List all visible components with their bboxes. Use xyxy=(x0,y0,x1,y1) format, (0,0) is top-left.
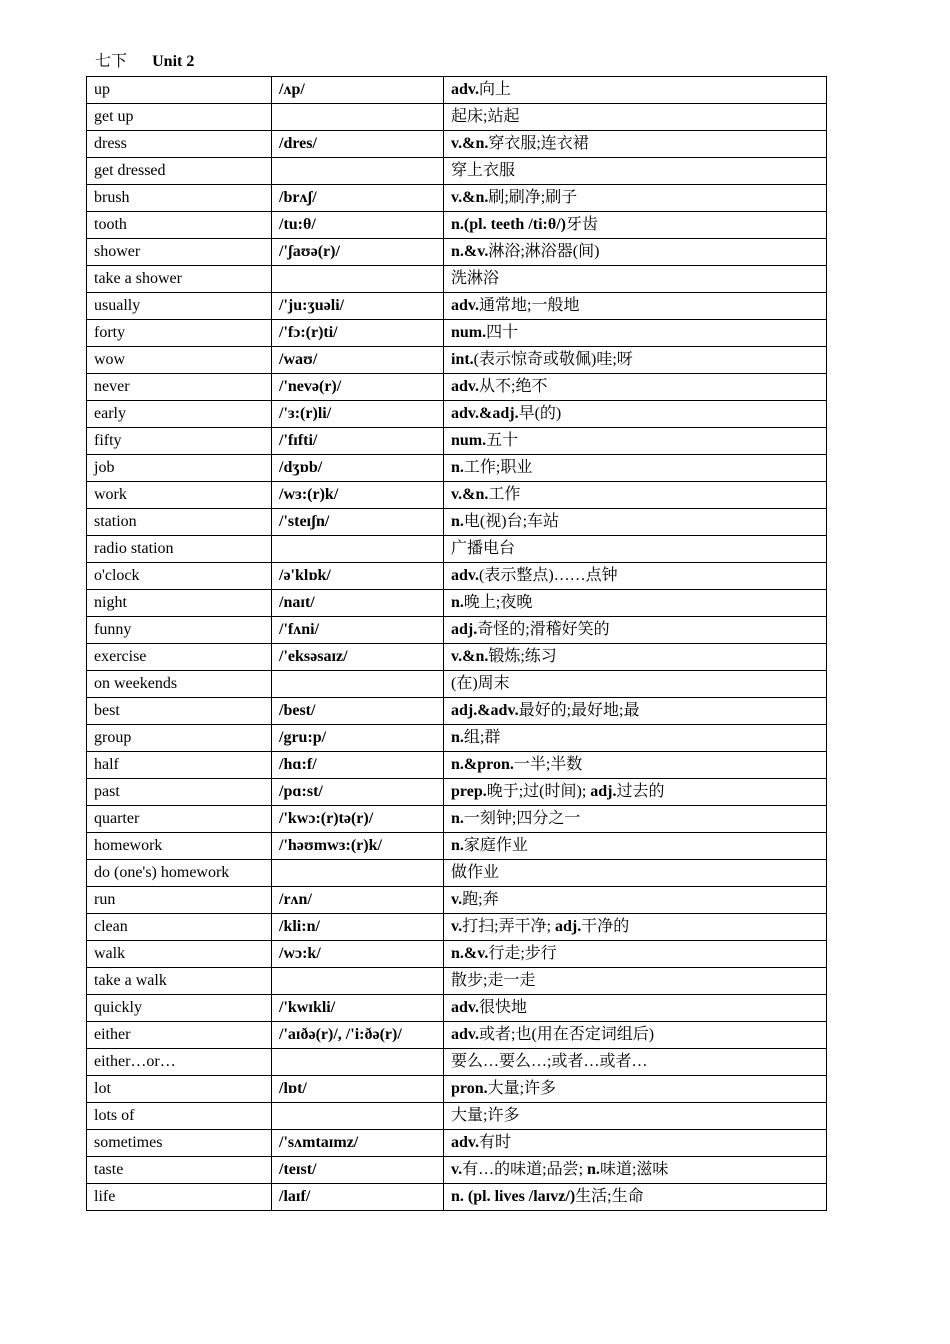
meaning-cell xyxy=(444,401,827,428)
phonetic-cell: /ʌp/ xyxy=(272,77,444,104)
meaning-cell xyxy=(444,1157,827,1184)
part-of-speech: adv. xyxy=(451,81,480,98)
table-row xyxy=(87,293,827,320)
word-cell: life xyxy=(87,1184,272,1211)
meaning-text: (表示惊奇或敬佩)哇;呀 xyxy=(473,351,633,368)
meaning-cell xyxy=(444,752,827,779)
phonetic-cell: /gru:p/ xyxy=(272,725,444,752)
word-cell: tooth xyxy=(87,212,272,239)
part-of-speech: adv. xyxy=(451,1134,480,1151)
table-row xyxy=(87,77,827,104)
meaning-cell xyxy=(444,1022,827,1049)
table-row xyxy=(87,1184,827,1211)
table-row xyxy=(87,536,827,563)
meaning-cell xyxy=(444,455,827,482)
meaning-text: 跑;奔 xyxy=(462,891,499,908)
phonetic-cell: /rʌn/ xyxy=(272,887,444,914)
meaning-text: 淋浴;淋浴器(间) xyxy=(488,243,600,260)
meaning-cell xyxy=(444,266,827,293)
word-cell: early xyxy=(87,401,272,428)
phonetic-cell xyxy=(272,266,444,293)
word-cell: do (one's) homework xyxy=(87,860,272,887)
phonetic-cell: /tu:θ/ xyxy=(272,212,444,239)
table-row xyxy=(87,779,827,806)
phonetic-cell: /'ʃaʊə(r)/ xyxy=(272,239,444,266)
word-cell: job xyxy=(87,455,272,482)
part-of-speech: n.&v. xyxy=(451,243,489,260)
meaning-text: 干净的 xyxy=(581,918,630,935)
phonetic-cell: /hɑ:f/ xyxy=(272,752,444,779)
word-cell: past xyxy=(87,779,272,806)
part-of-speech: n. xyxy=(451,513,464,530)
grade-label: 七下 xyxy=(95,51,128,70)
meaning-text: 向上 xyxy=(479,81,512,98)
table-row xyxy=(87,806,827,833)
meaning-text: 或者;也(用在否定词组后) xyxy=(479,1026,655,1043)
meaning-cell xyxy=(444,536,827,563)
phonetic-cell: /'kwɪkli/ xyxy=(272,995,444,1022)
part-of-speech: adv. xyxy=(451,999,480,1016)
meaning-text: 大量;许多 xyxy=(487,1080,557,1097)
word-cell: quarter xyxy=(87,806,272,833)
word-cell: station xyxy=(87,509,272,536)
meaning-cell xyxy=(444,995,827,1022)
meaning-cell xyxy=(444,968,827,995)
meaning-text: 奇怪的;滑稽好笑的 xyxy=(477,621,610,638)
meaning-text: 很快地 xyxy=(479,999,528,1016)
phonetic-cell: /best/ xyxy=(272,698,444,725)
meaning-cell xyxy=(444,617,827,644)
phonetic-cell: /lɒt/ xyxy=(272,1076,444,1103)
word-cell: up xyxy=(87,77,272,104)
table-row xyxy=(87,617,827,644)
part-of-speech: n. xyxy=(451,729,464,746)
meaning-text: 要么…要么…;或者…或者… xyxy=(451,1053,648,1070)
meaning-cell xyxy=(444,1130,827,1157)
meaning-cell xyxy=(444,212,827,239)
phonetic-cell: /waʊ/ xyxy=(272,347,444,374)
word-cell: run xyxy=(87,887,272,914)
meaning-cell xyxy=(444,698,827,725)
part-of-speech: v.&n. xyxy=(451,486,489,503)
phonetic-cell: /'həʊmwɜ:(r)k/ xyxy=(272,833,444,860)
phonetic-cell: /brʌʃ/ xyxy=(272,185,444,212)
meaning-cell xyxy=(444,131,827,158)
part-of-speech: adj. xyxy=(590,783,617,800)
phonetic-cell: /dʒɒb/ xyxy=(272,455,444,482)
table-row xyxy=(87,563,827,590)
phonetic-cell: /wɔ:k/ xyxy=(272,941,444,968)
meaning-text: 有…的味道;品尝; xyxy=(462,1161,588,1178)
meaning-text: 早(的) xyxy=(518,405,562,422)
meaning-text: 工作 xyxy=(488,486,521,503)
phonetic-cell: /'fɪfti/ xyxy=(272,428,444,455)
phonetic-cell: /pɑ:st/ xyxy=(272,779,444,806)
meaning-cell xyxy=(444,374,827,401)
meaning-cell xyxy=(444,320,827,347)
meaning-cell xyxy=(444,1076,827,1103)
meaning-text: 一刻钟;四分之一 xyxy=(463,810,581,827)
word-cell: group xyxy=(87,725,272,752)
meaning-text: 起床;站起 xyxy=(451,108,520,125)
phonetic-cell: /'steɪʃn/ xyxy=(272,509,444,536)
meaning-cell xyxy=(444,239,827,266)
meaning-text: 散步;走一走 xyxy=(451,972,536,989)
phonetic-cell: /'sʌmtaɪmz/ xyxy=(272,1130,444,1157)
table-row xyxy=(87,1157,827,1184)
word-cell: never xyxy=(87,374,272,401)
word-cell: clean xyxy=(87,914,272,941)
meaning-cell xyxy=(444,590,827,617)
word-cell: dress xyxy=(87,131,272,158)
meaning-cell xyxy=(444,347,827,374)
meaning-text: 最好的;最好地;最 xyxy=(518,702,640,719)
phonetic-cell xyxy=(272,968,444,995)
phonetic-cell: /'kwɔ:(r)tə(r)/ xyxy=(272,806,444,833)
part-of-speech: v. xyxy=(451,918,463,935)
table-row xyxy=(87,752,827,779)
meaning-text: 工作;职业 xyxy=(463,459,533,476)
meaning-text: 打扫;弄干净; xyxy=(462,918,556,935)
word-cell: brush xyxy=(87,185,272,212)
meaning-text: 做作业 xyxy=(451,864,500,881)
part-of-speech: n. xyxy=(587,1161,600,1178)
part-of-speech: adv. xyxy=(451,297,480,314)
meaning-cell xyxy=(444,671,827,698)
part-of-speech: v.&n. xyxy=(451,135,489,152)
unit-label: Unit 2 xyxy=(152,53,195,70)
part-of-speech: n. xyxy=(451,837,464,854)
meaning-text: 有时 xyxy=(479,1134,512,1151)
meaning-text: 家庭作业 xyxy=(463,837,528,854)
part-of-speech: adv.&adj. xyxy=(451,405,519,422)
word-cell: take a shower xyxy=(87,266,272,293)
table-row xyxy=(87,914,827,941)
table-row xyxy=(87,185,827,212)
word-cell: quickly xyxy=(87,995,272,1022)
table-row xyxy=(87,1130,827,1157)
part-of-speech: v.&n. xyxy=(451,189,489,206)
part-of-speech: prep. xyxy=(451,783,487,800)
meaning-cell xyxy=(444,1184,827,1211)
meaning-text: 从不;绝不 xyxy=(479,378,548,395)
word-cell: take a walk xyxy=(87,968,272,995)
meaning-cell xyxy=(444,1103,827,1130)
table-row xyxy=(87,374,827,401)
meaning-cell xyxy=(444,158,827,185)
phonetic-cell xyxy=(272,1103,444,1130)
meaning-cell xyxy=(444,887,827,914)
word-cell: get dressed xyxy=(87,158,272,185)
meaning-text: 广播电台 xyxy=(451,540,516,557)
part-of-speech: adj.&adv. xyxy=(451,702,519,719)
meaning-cell xyxy=(444,914,827,941)
phonetic-cell: /wɜ:(r)k/ xyxy=(272,482,444,509)
table-row xyxy=(87,1049,827,1076)
meaning-cell xyxy=(444,779,827,806)
part-of-speech: adv. xyxy=(451,567,480,584)
word-cell: usually xyxy=(87,293,272,320)
part-of-speech: n. xyxy=(451,459,464,476)
meaning-text: 通常地;一般地 xyxy=(479,297,580,314)
word-cell: either…or… xyxy=(87,1049,272,1076)
phonetic-cell: /naɪt/ xyxy=(272,590,444,617)
table-row xyxy=(87,455,827,482)
table-row xyxy=(87,239,827,266)
meaning-cell xyxy=(444,806,827,833)
phonetic-cell: /'eksəsaɪz/ xyxy=(272,644,444,671)
meaning-text: 电(视)台;车站 xyxy=(463,513,560,530)
part-of-speech: n. xyxy=(451,594,464,611)
table-row xyxy=(87,995,827,1022)
word-cell: shower xyxy=(87,239,272,266)
word-cell: lot xyxy=(87,1076,272,1103)
table-row xyxy=(87,968,827,995)
table-row xyxy=(87,698,827,725)
meaning-cell xyxy=(444,482,827,509)
phonetic-cell: /'ju:ʒuəli/ xyxy=(272,293,444,320)
phonetic-cell: /teɪst/ xyxy=(272,1157,444,1184)
meaning-text: 刷;刷净;刷子 xyxy=(488,189,578,206)
table-row xyxy=(87,482,827,509)
table-row xyxy=(87,941,827,968)
meaning-text: (表示整点)……点钟 xyxy=(479,567,618,584)
word-cell: o'clock xyxy=(87,563,272,590)
word-cell: radio station xyxy=(87,536,272,563)
word-cell: lots of xyxy=(87,1103,272,1130)
meaning-text: 牙齿 xyxy=(566,216,599,233)
word-cell: funny xyxy=(87,617,272,644)
meaning-cell xyxy=(444,104,827,131)
phonetic-cell: /dres/ xyxy=(272,131,444,158)
table-row xyxy=(87,644,827,671)
meaning-text: 穿上衣服 xyxy=(451,162,516,179)
meaning-cell xyxy=(444,644,827,671)
phonetic-cell: /'aɪðə(r)/, /'i:ðə(r)/ xyxy=(272,1022,444,1049)
part-of-speech: n. (pl. lives /laɪvz/) xyxy=(451,1188,576,1205)
part-of-speech: pron. xyxy=(451,1080,488,1097)
meaning-text: 行走;步行 xyxy=(488,945,557,962)
word-cell: get up xyxy=(87,104,272,131)
table-row xyxy=(87,158,827,185)
phonetic-cell xyxy=(272,1049,444,1076)
meaning-text: 一半;半数 xyxy=(513,756,583,773)
word-cell: sometimes xyxy=(87,1130,272,1157)
table-row xyxy=(87,887,827,914)
meaning-text: (在)周末 xyxy=(451,675,510,692)
word-cell: homework xyxy=(87,833,272,860)
meaning-text: 五十 xyxy=(486,432,519,449)
word-cell: walk xyxy=(87,941,272,968)
meaning-cell xyxy=(444,509,827,536)
table-row xyxy=(87,509,827,536)
phonetic-cell xyxy=(272,860,444,887)
part-of-speech: v. xyxy=(451,1161,463,1178)
word-cell: work xyxy=(87,482,272,509)
part-of-speech: n.&pron. xyxy=(451,756,514,773)
meaning-cell xyxy=(444,428,827,455)
meaning-text: 味道;滋味 xyxy=(599,1161,669,1178)
part-of-speech: num. xyxy=(451,324,487,341)
part-of-speech: adv. xyxy=(451,378,480,395)
word-cell: half xyxy=(87,752,272,779)
vocabulary-table-body xyxy=(87,77,827,1211)
part-of-speech: n.&v. xyxy=(451,945,489,962)
phonetic-cell xyxy=(272,536,444,563)
table-row xyxy=(87,428,827,455)
part-of-speech: adj. xyxy=(555,918,582,935)
meaning-text: 穿衣服;连衣裙 xyxy=(488,135,589,152)
table-row xyxy=(87,104,827,131)
meaning-text: 组;群 xyxy=(463,729,501,746)
part-of-speech: adj. xyxy=(451,621,478,638)
phonetic-cell: /kli:n/ xyxy=(272,914,444,941)
phonetic-cell: /laɪf/ xyxy=(272,1184,444,1211)
part-of-speech: v.&n. xyxy=(451,648,489,665)
meaning-text: 大量;许多 xyxy=(451,1107,520,1124)
meaning-text: 洗淋浴 xyxy=(451,270,500,287)
phonetic-cell: /'fʌni/ xyxy=(272,617,444,644)
meaning-cell xyxy=(444,860,827,887)
meaning-text: 晚上;夜晚 xyxy=(463,594,533,611)
table-row xyxy=(87,590,827,617)
table-row xyxy=(87,401,827,428)
table-row xyxy=(87,320,827,347)
word-cell: on weekends xyxy=(87,671,272,698)
word-cell: exercise xyxy=(87,644,272,671)
meaning-text: 过去的 xyxy=(616,783,665,800)
phonetic-cell: /ə'klɒk/ xyxy=(272,563,444,590)
table-row xyxy=(87,212,827,239)
phonetic-cell: /'ɜ:(r)li/ xyxy=(272,401,444,428)
meaning-text: 晚于;过(时间); xyxy=(486,783,591,800)
phonetic-cell xyxy=(272,104,444,131)
phonetic-cell: /'nevə(r)/ xyxy=(272,374,444,401)
table-row xyxy=(87,1022,827,1049)
meaning-text: 四十 xyxy=(486,324,519,341)
page-title xyxy=(95,50,194,73)
meaning-cell xyxy=(444,725,827,752)
vocabulary-table xyxy=(86,76,827,1211)
meaning-cell xyxy=(444,185,827,212)
meaning-cell xyxy=(444,941,827,968)
part-of-speech: num. xyxy=(451,432,487,449)
table-row xyxy=(87,266,827,293)
word-cell: taste xyxy=(87,1157,272,1184)
part-of-speech: adv. xyxy=(451,1026,480,1043)
meaning-cell xyxy=(444,1049,827,1076)
table-row xyxy=(87,1076,827,1103)
part-of-speech: v. xyxy=(451,891,463,908)
part-of-speech: int. xyxy=(451,351,474,368)
meaning-cell xyxy=(444,293,827,320)
table-row xyxy=(87,860,827,887)
table-row xyxy=(87,725,827,752)
table-row xyxy=(87,1103,827,1130)
meaning-text: 锻炼;练习 xyxy=(488,648,557,665)
word-cell: either xyxy=(87,1022,272,1049)
meaning-text: 生活;生命 xyxy=(575,1188,644,1205)
meaning-cell xyxy=(444,563,827,590)
word-cell: forty xyxy=(87,320,272,347)
table-row xyxy=(87,131,827,158)
table-row xyxy=(87,347,827,374)
phonetic-cell: /'fɔ:(r)ti/ xyxy=(272,320,444,347)
meaning-cell xyxy=(444,77,827,104)
table-row xyxy=(87,671,827,698)
phonetic-cell xyxy=(272,158,444,185)
part-of-speech: n.(pl. teeth /ti:θ/) xyxy=(451,216,566,233)
table-row xyxy=(87,833,827,860)
word-cell: night xyxy=(87,590,272,617)
phonetic-cell xyxy=(272,671,444,698)
word-cell: fifty xyxy=(87,428,272,455)
meaning-cell xyxy=(444,833,827,860)
word-cell: best xyxy=(87,698,272,725)
part-of-speech: n. xyxy=(451,810,464,827)
word-cell: wow xyxy=(87,347,272,374)
